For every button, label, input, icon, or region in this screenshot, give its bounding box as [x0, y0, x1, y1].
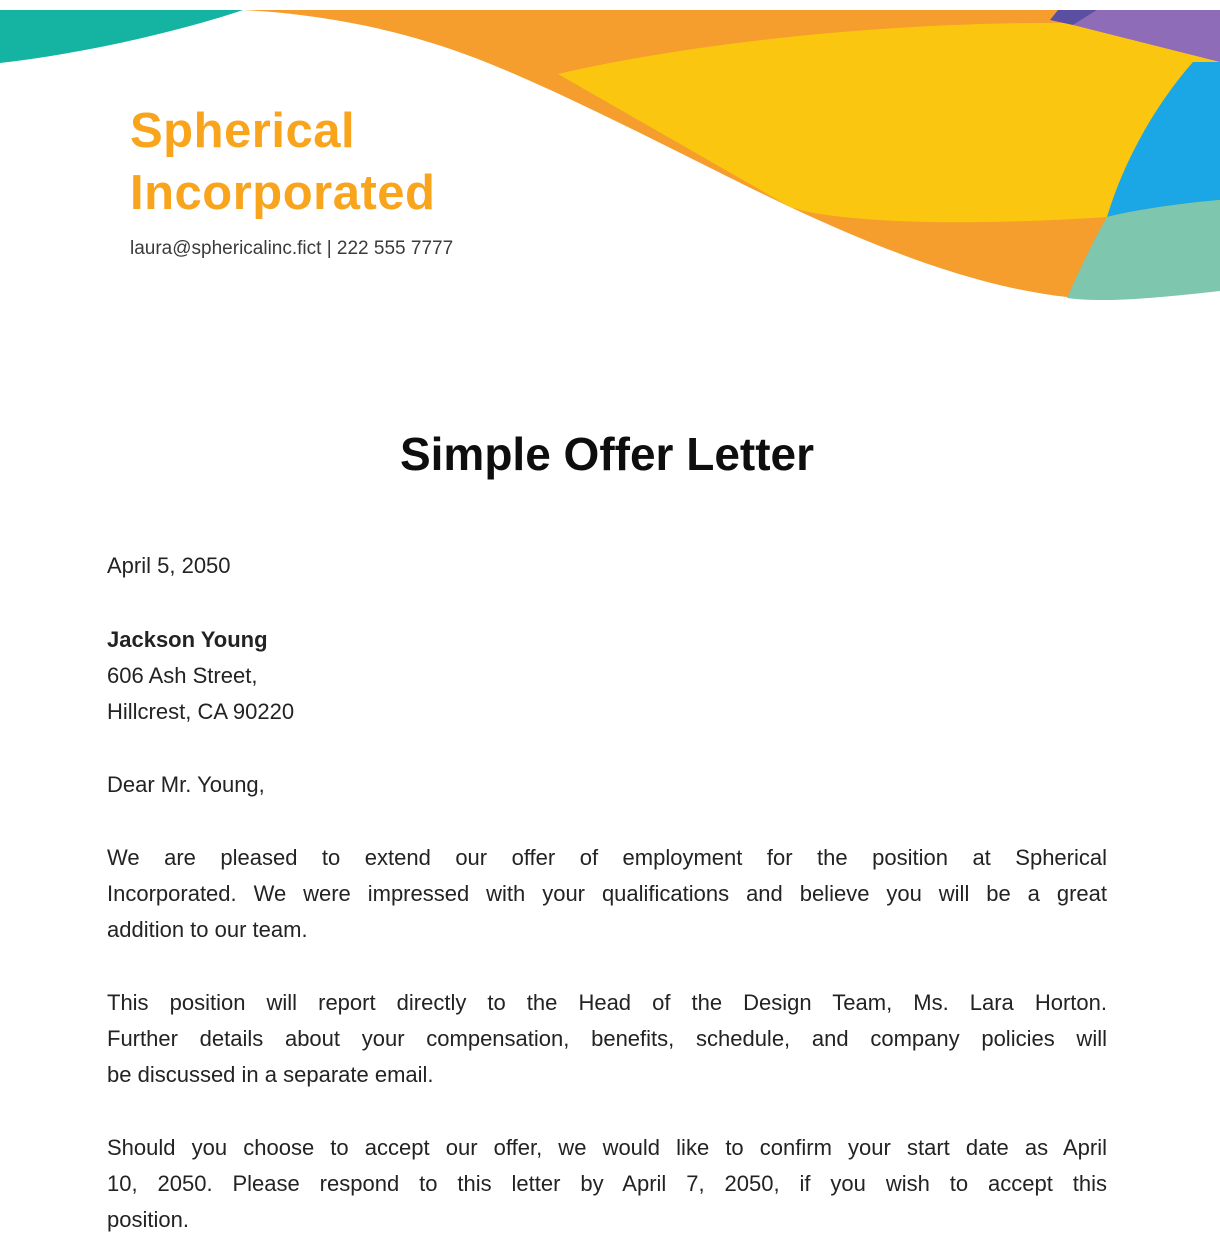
paragraph-line: be discussed in a separate email.	[107, 1062, 434, 1087]
company-contact: laura@sphericalinc.fict | 222 555 7777	[130, 238, 454, 259]
company-identity	[130, 100, 453, 261]
paragraph-line: addition to our team.	[107, 917, 308, 942]
recipient-address-line-1: 606 Ash Street,	[107, 663, 258, 688]
company-name-line-2: Incorporated	[130, 166, 436, 220]
letter-title: Simple Offer Letter	[399, 428, 815, 480]
letter-body	[107, 428, 1107, 1238]
paragraph-line: Incorporated. We were impressed with your qualifications and believe you will be a great	[107, 881, 1107, 906]
paragraph-line: 10, 2050. Please respond to this letter by April 7, 2050, if you wish to accept this	[107, 1171, 1107, 1196]
paragraph-line: Should you choose to accept our offer, we would like to confirm your start date as April	[107, 1135, 1107, 1160]
salutation: Dear Mr. Young,	[107, 772, 265, 797]
letterhead-shape-teal	[0, 10, 243, 63]
paragraph-start-date	[107, 1130, 1107, 1238]
paragraph-line: position.	[107, 1207, 189, 1232]
paragraph-position-details	[107, 985, 1107, 1093]
company-name	[130, 100, 453, 224]
letter-date: April 5, 2050	[107, 553, 231, 578]
recipient-address-line-2: Hillcrest, CA 90220	[107, 699, 295, 724]
paragraph-line: Further details about your compensation, benefits, schedule, and company policies will	[107, 1026, 1107, 1051]
paragraph-offer	[107, 840, 1107, 948]
paragraph-line: This position will report directly to the Head of the Design Team, Ms. Lara Horton.	[107, 990, 1107, 1015]
company-name-line-1: Spherical	[130, 104, 356, 158]
recipient-name: Jackson Young	[107, 627, 268, 652]
paragraph-line: We are pleased to extend our offer of employment for the position at Spherical	[107, 845, 1107, 870]
recipient-block	[107, 622, 1107, 730]
